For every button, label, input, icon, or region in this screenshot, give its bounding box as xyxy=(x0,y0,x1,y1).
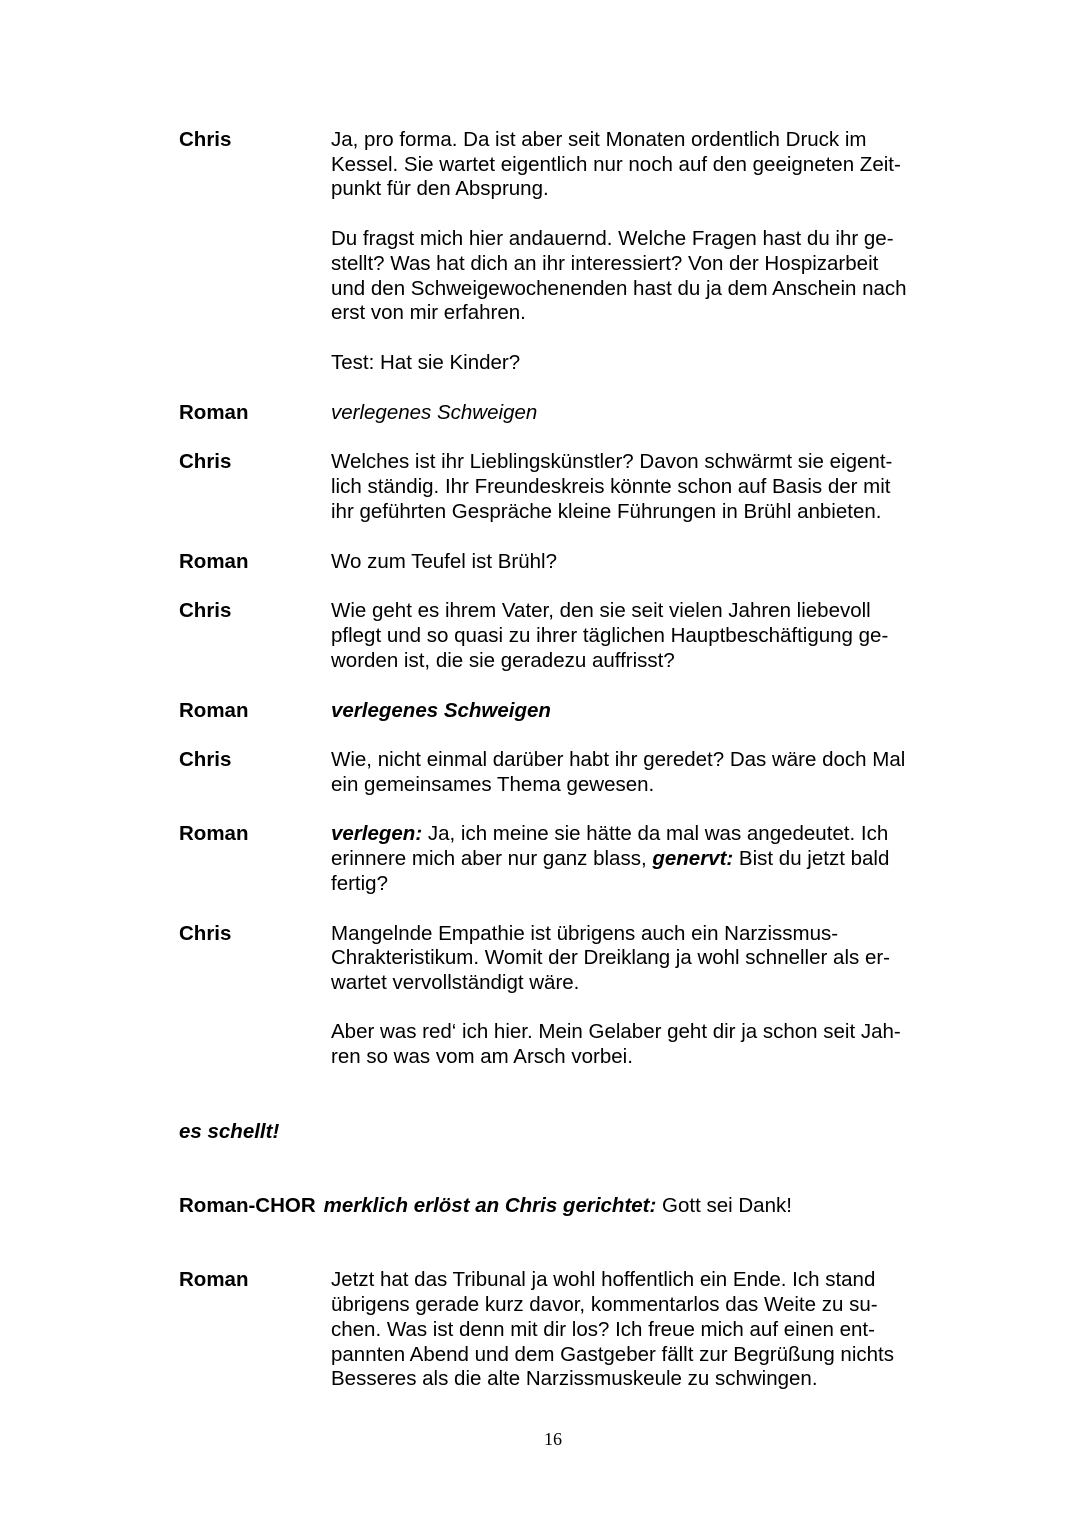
speaker-name: Roman-CHOR xyxy=(179,1194,316,1217)
stage-direction: genervt: xyxy=(652,847,734,870)
speaker-name: Chris xyxy=(179,922,232,945)
speaker-name: Roman xyxy=(179,1268,249,1291)
dialogue-line xyxy=(331,822,888,847)
dialogue-line: ein gemeinsames Thema gewesen. xyxy=(331,773,655,796)
dialogue-line: chen. Was ist denn mit dir los? Ich freue mich auf einen ent- xyxy=(331,1318,875,1341)
dialogue-line: Aber was red‘ ich hier. Mein Gelaber geht dir ja schon seit Jah- xyxy=(331,1020,901,1043)
speaker-name: Roman xyxy=(179,401,249,424)
dialogue-line xyxy=(331,847,889,872)
stage-direction: verlegen: xyxy=(331,822,423,845)
dialogue-line: lich ständig. Ihr Freundeskreis könnte schon auf Basis der mit xyxy=(331,475,891,498)
dialogue-line: Wo zum Teufel ist Brühl? xyxy=(331,550,557,573)
dialogue-line: Welches ist ihr Lieblingskünstler? Davon schwärmt sie eigent- xyxy=(331,450,893,473)
dialogue-text: Bist du jetzt bald xyxy=(733,847,890,870)
dialogue-line: und den Schweigewochenenden hast du ja dem Anschein nach xyxy=(331,277,907,300)
dialogue-line: Jetzt hat das Tribunal ja wohl hoffentlich ein Ende. Ich stand xyxy=(331,1268,876,1291)
dialogue-text: erinnere mich aber nur ganz blass, xyxy=(331,847,653,870)
dialogue-text: Gott sei Dank! xyxy=(656,1194,792,1217)
chorus-line xyxy=(179,1194,792,1219)
speaker-name: Chris xyxy=(179,599,232,622)
stage-direction: verlegenes Schweigen xyxy=(331,699,551,722)
dialogue-line: Mangelnde Empathie ist übrigens auch ein Narzissmus- xyxy=(331,922,839,945)
dialogue-line: Besseres als die alte Narzissmuskeule zu schwingen. xyxy=(331,1367,818,1390)
dialogue-line: wartet vervollständigt wäre. xyxy=(331,971,580,994)
dialogue-line: übrigens gerade kurz davor, kommentarlos das Weite zu su- xyxy=(331,1293,878,1316)
speaker-name: Chris xyxy=(179,748,232,771)
dialogue-line: ren so was vom am Arsch vorbei. xyxy=(331,1045,633,1068)
dialogue-line: Wie geht es ihrem Vater, den sie seit vielen Jahren liebevoll xyxy=(331,599,871,622)
dialogue-line: worden ist, die sie geradezu auffrisst? xyxy=(331,649,675,672)
dialogue-line: erst von mir erfahren. xyxy=(331,301,526,324)
dialogue-line: Du fragst mich hier andauernd. Welche Fragen hast du ihr ge- xyxy=(331,227,894,250)
dialogue-line: Chrakteristikum. Womit der Dreiklang ja wohl schneller als er- xyxy=(331,946,890,969)
dialogue-line: pannten Abend und dem Gastgeber fällt zur Begrüßung nichts xyxy=(331,1343,894,1366)
dialogue-line: Test: Hat sie Kinder? xyxy=(331,351,521,374)
dialogue-line: Wie, nicht einmal darüber habt ihr geredet? Das wäre doch Mal xyxy=(331,748,906,771)
dialogue-line: stellt? Was hat dich an ihr interessiert? Von der Hospizarbeit xyxy=(331,252,879,275)
speaker-name: Roman xyxy=(179,550,249,573)
stage-direction: merklich erlöst an Chris gerichtet: xyxy=(323,1194,657,1217)
dialogue-line: Ja, pro forma. Da ist aber seit Monaten ordentlich Druck im xyxy=(331,128,867,151)
dialogue-line: pflegt und so quasi zu ihrer täglichen Hauptbeschäftigung ge- xyxy=(331,624,889,647)
dialogue-line: ihr geführten Gespräche kleine Führungen in Brühl anbieten. xyxy=(331,500,882,523)
dialogue-line: Kessel. Sie wartet eigentlich nur noch auf den geeigneten Zeit- xyxy=(331,153,901,176)
speaker-name: Roman xyxy=(179,699,249,722)
dialogue-line: fertig? xyxy=(331,872,388,895)
speaker-name: Chris xyxy=(179,128,232,151)
dialogue-text: Ja, ich meine sie hätte da mal was angedeutet. Ich xyxy=(422,822,889,845)
page-number: 16 xyxy=(544,1429,562,1449)
stage-direction: verlegenes Schweigen xyxy=(331,401,538,424)
dialogue-line: punkt für den Absprung. xyxy=(331,177,549,200)
speaker-name: Chris xyxy=(179,450,232,473)
speaker-name: Roman xyxy=(179,822,249,845)
stage-direction: es schellt! xyxy=(179,1120,280,1143)
